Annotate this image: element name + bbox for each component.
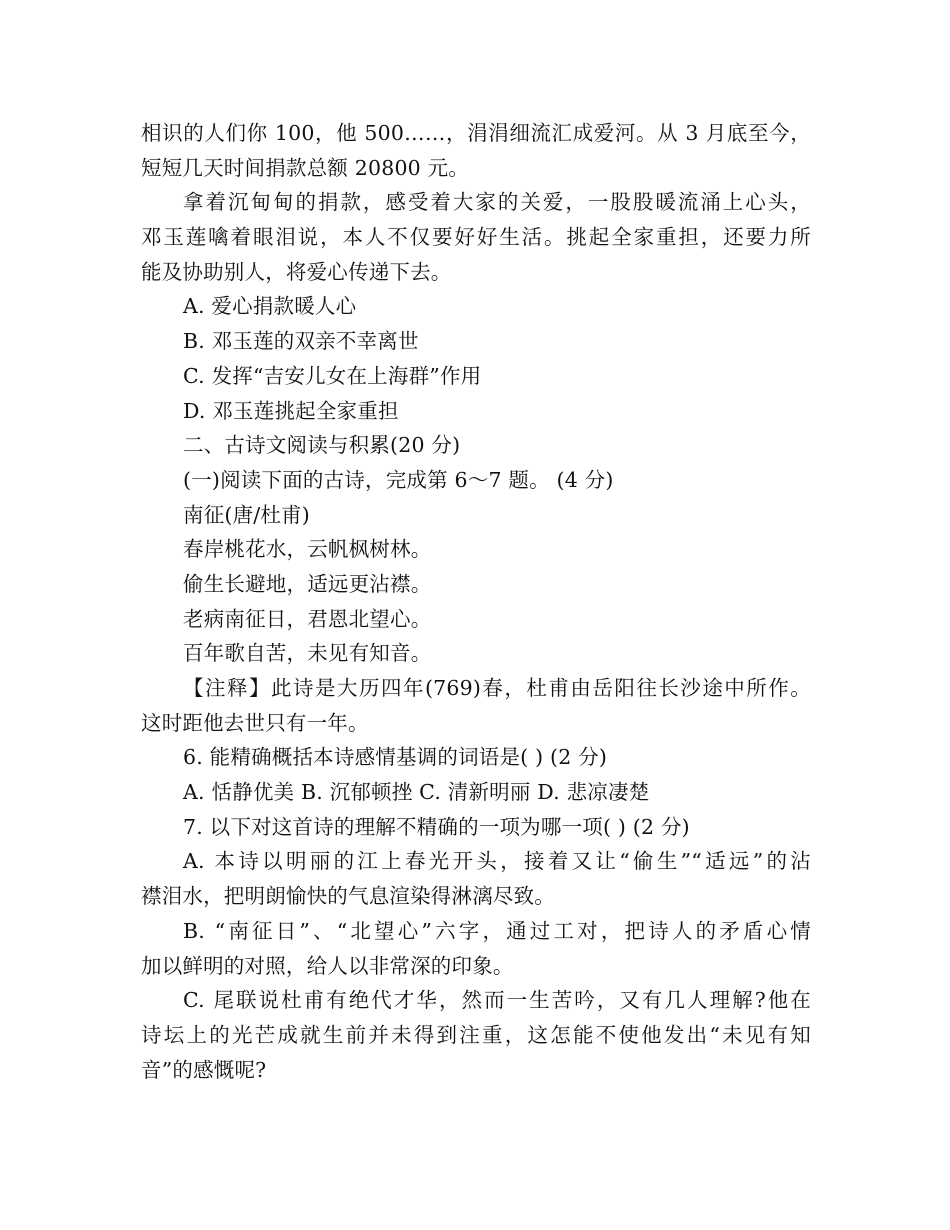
text-line: B. “南征日”、“北望心”六字，通过工对，把诗人的矛盾心情 [183,918,811,943]
text-line: A. 本诗以明丽的江上春光开头，接着又让“偷生”“适远”的沾 [183,849,811,874]
text-line: 相识的人们你 100，他 500……，涓涓细流汇成爱河。从 3 月底至今， [141,121,811,145]
text-line: 诗坛上的光芒成就生前并未得到注重，这怎能不使他发出“未见有知 [141,1022,811,1047]
text-line: C. 尾联说杜甫有绝代才华，然而一生苦吟，又有几人理解?他在 [183,988,811,1013]
text-line: 百年歌自苦，未见有知音。 [183,641,432,666]
text-line: 襟泪水，把明朗愉快的气息渲染得淋漓尽致。 [141,884,555,909]
text-line: 音”的感慨呢? [141,1057,267,1082]
text-line: A. 恬静优美 B. 沉郁顿挫 C. 清新明丽 D. 悲凉凄楚 [183,780,650,805]
text-line: 7. 以下对这首诗的理解不精确的一项为哪一项( ) (2 分) [183,814,690,839]
text-line: D. 邓玉莲挑起全家重担 [183,398,399,423]
text-line: B. 邓玉莲的双亲不幸离世 [183,329,419,354]
text-line: (一)阅读下面的古诗，完成第 6～7 题。 (4 分) [183,467,614,492]
text-line: 这时距他去世只有一年。 [141,710,369,735]
text-line: 二、古诗文阅读与积累(20 分) [183,433,461,458]
text-line: 6. 能精确概括本诗感情基调的词语是( ) (2 分) [183,745,608,770]
text-line: 拿着沉甸甸的捐款，感受着大家的关爱，一股股暖流涌上心头， [183,190,811,215]
text-line: 能及协助别人，将爱心传递下去。 [141,259,452,284]
text-line: 【注释】此诗是大历四年(769)春，杜甫由岳阳往长沙途中所作。 [183,676,811,700]
text-line: A. 爱心捐款暖人心 [183,294,357,319]
text-line: 南征(唐/杜甫) [183,502,311,527]
document-body [141,116,811,1087]
text-line: C. 发挥“吉安儿女在上海群”作用 [183,363,482,388]
text-line: 春岸桃花水，云帆枫树林。 [183,537,432,562]
text-line: 加以鲜明的对照，给人以非常深的印象。 [141,953,514,978]
text-line: 老病南征日，君恩北望心。 [183,606,432,631]
text-line: 邓玉莲噙着眼泪说，本人不仅要好好生活。挑起全家重担，还要力所 [141,225,811,250]
text-line: 偷生长避地，适远更沾襟。 [183,571,432,596]
text-line: 短短几天时间捐款总额 20800 元。 [141,155,470,180]
